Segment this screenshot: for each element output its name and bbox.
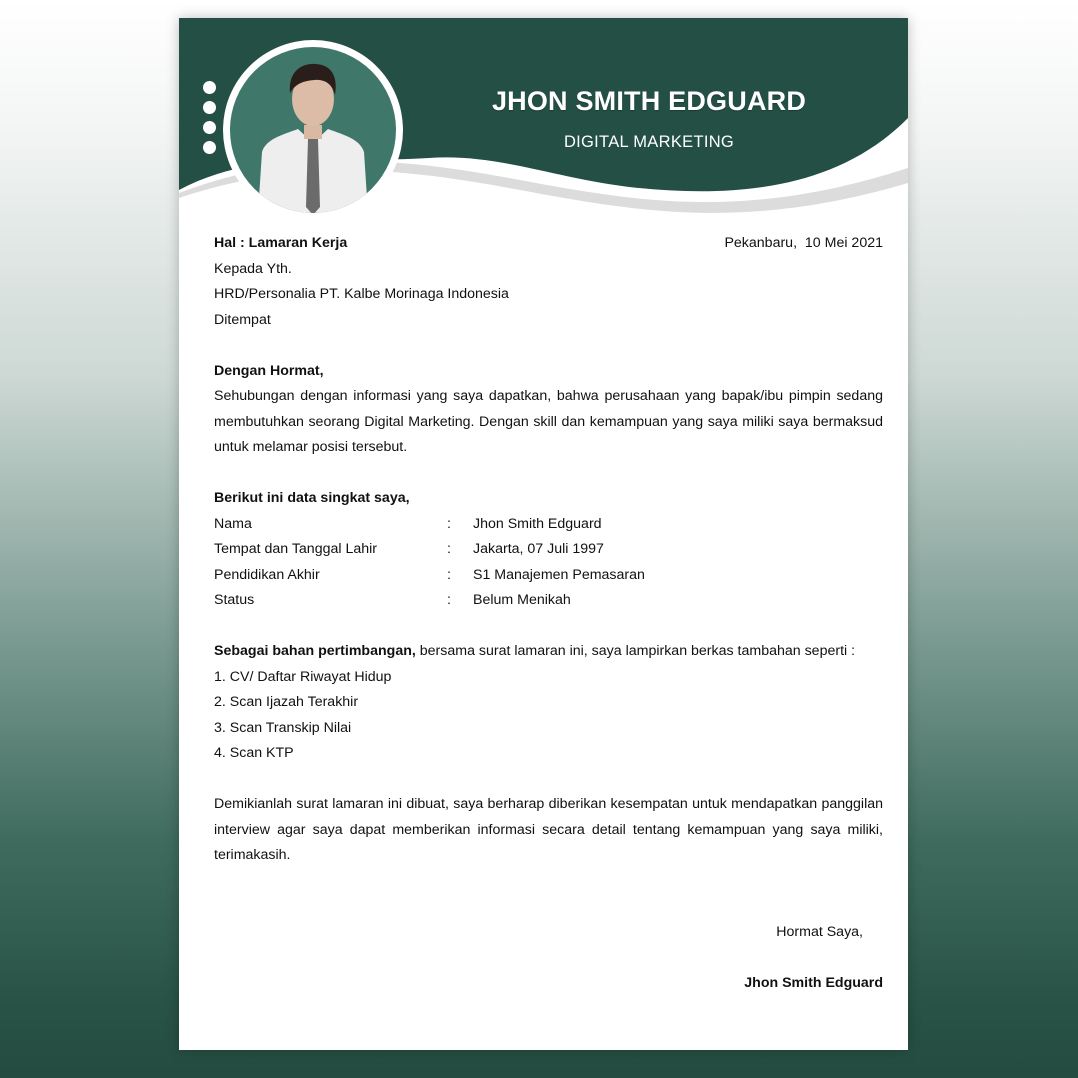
data-separator: : — [447, 515, 451, 532]
profile-photo — [230, 47, 396, 213]
data-label: Tempat dan Tanggal Lahir — [214, 541, 378, 557]
attachment-intro-rest: bersama surat lamaran ini, saya lampirkan berkas tambahan seperti : — [415, 643, 856, 659]
signature-name: Jhon Smith Edguard — [744, 974, 883, 991]
dot-icon — [203, 121, 216, 134]
data-separator: : — [447, 566, 451, 583]
closing-paragraph: Demikianlah surat lamaran ini dibuat, saya berharap diberikan kesempatan untuk mendapatkan panggilan interview agar saya dapat memberikan informasi secara detail tentang kemampuan yang saya miliki, terimakasih. — [214, 796, 883, 863]
dot-icon — [203, 141, 216, 154]
letter-page — [179, 18, 908, 1050]
place-date: Pekanbaru, 10 Mei 2021 — [724, 235, 883, 251]
attachment-item: 2. Scan Ijazah Terakhir — [214, 694, 359, 710]
dot-icon — [203, 81, 216, 94]
job-title: DIGITAL MARKETING — [563, 133, 735, 151]
letter-body — [214, 231, 883, 996]
regards: Hormat Saya, — [776, 923, 863, 940]
recipient-line: Kepada Yth. — [214, 260, 292, 277]
data-separator: : — [447, 541, 451, 557]
attachment-item: 4. Scan KTP — [214, 745, 294, 761]
data-label: Nama — [214, 515, 252, 532]
data-row — [214, 588, 883, 614]
data-value: Belum Menikah — [473, 592, 571, 608]
data-label: Pendidikan Akhir — [214, 566, 320, 583]
applicant-name-heading: JHON SMITH EDGUARD — [491, 86, 807, 116]
data-value: Jakarta, 07 Juli 1997 — [473, 541, 604, 557]
decorative-dots — [203, 81, 217, 161]
data-label: Status — [214, 592, 255, 608]
data-separator: : — [447, 592, 451, 608]
data-value: Jhon Smith Edguard — [473, 515, 602, 532]
attachment-intro-bold: Sebagai bahan pertimbangan, — [214, 643, 416, 659]
attachment-item: 1. CV/ Daftar Riwayat Hidup — [214, 668, 392, 685]
profile-photo-frame — [223, 40, 403, 220]
recipient-line: Ditempat — [214, 311, 271, 328]
data-value: S1 Manajemen Pemasaran — [473, 566, 645, 583]
recipient-line: HRD/Personalia PT. Kalbe Morinaga Indonesia — [214, 286, 509, 302]
attachment-item: 3. Scan Transkip Nilai — [214, 719, 352, 736]
person-icon — [230, 47, 396, 213]
attachment-intro — [214, 639, 883, 665]
data-row — [214, 512, 883, 538]
intro-paragraph: Sehubungan dengan informasi yang saya dapatkan, bahwa perusahaan yang bapak/ibu pimpin sedang membutuhkan seorang Digital Marketing. Dengan skill dan kemampuan yang saya miliki saya bermaksud untuk melamar posisi tersebut. — [214, 388, 883, 455]
letter-subject: Hal : Lamaran Kerja — [214, 235, 348, 251]
data-row — [214, 563, 883, 589]
data-heading: Berikut ini data singkat saya, — [214, 490, 410, 506]
greeting: Dengan Hormat, — [214, 362, 324, 379]
dot-icon — [203, 101, 216, 114]
data-row — [214, 537, 883, 563]
